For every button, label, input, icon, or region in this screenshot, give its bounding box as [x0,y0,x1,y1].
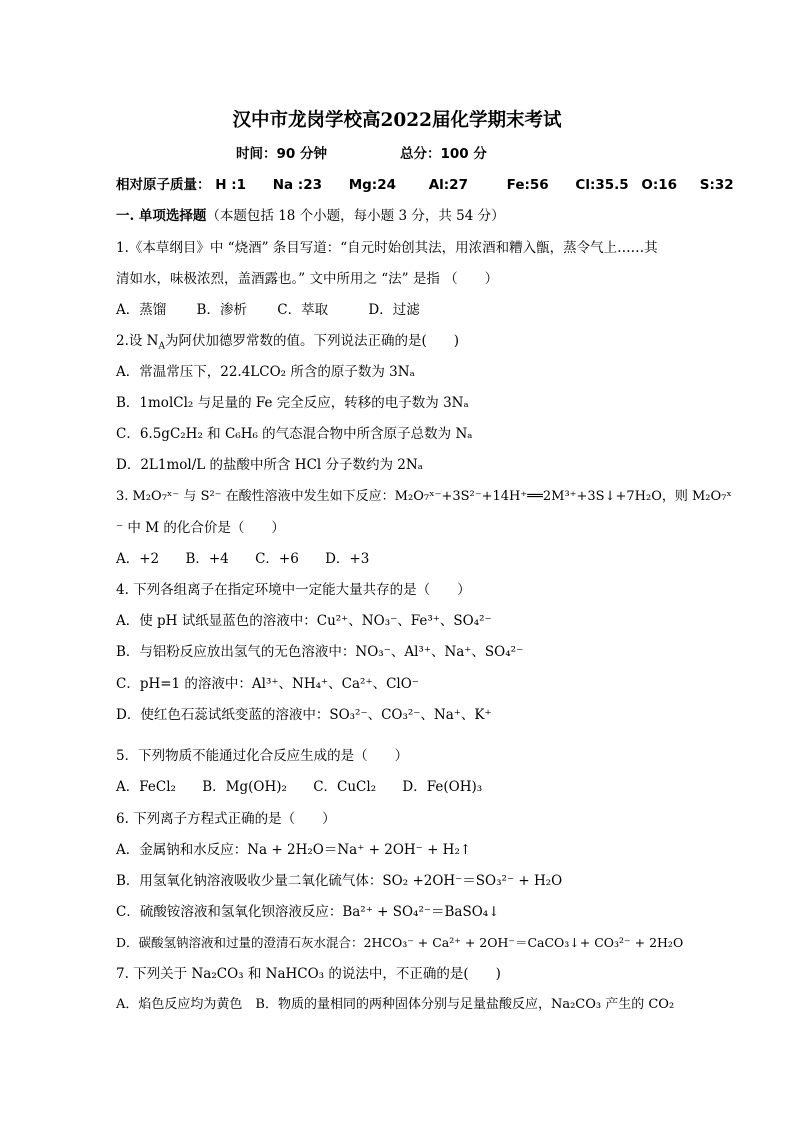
q3-option-a: A．+2 [116,551,160,567]
atomic-mass-row [116,177,734,193]
q5-option-b: B．Mg(OH)₂ [202,779,287,795]
q4-option-b: B．与铝粉反应放出氢气的无色溶液中：NO₃⁻、Al³⁺、Na⁺、SO₄²⁻ [116,644,524,660]
q4-stem: 4. 下列各组离子在指定环境中一定能大量共存的是（ ） [116,582,471,598]
q3-option-c: C．+6 [255,551,299,567]
q2-stem-part2: 为阿伏加德罗常数的值。下列说法正确的是( ) [164,333,460,349]
q1-option-b: B．渗析 [196,302,247,318]
section-note: （本题包括 18 个小题，每小题 3 分，共 54 分） [206,208,505,224]
q6-option-c: C．硫酸铵溶液和氢氧化钡溶液反应：Ba²⁺ + SO₄²⁻＝BaSO₄↓ [116,904,500,920]
q5-option-d: D．Fe(OH)₃ [402,779,483,795]
q3-line2: ⁻ 中 M 的化合价是（ ） [116,520,285,536]
q1-line1: 1.《本草纲目》中 “烧酒” 条目写道：“自元时始创其法，用浓酒和糟入甑，蒸令气上……其 [116,240,658,256]
q6-option-a: A．金属钠和水反应：Na + 2H₂O＝Na⁺ + 2OH⁻ + H₂↑ [116,842,472,858]
q1-options [116,302,420,318]
q6-option-b: B．用氢氧化钠溶液吸收少量二氧化硫气体：SO₂ +2OH⁻＝SO₃²⁻ + H₂O [116,873,563,889]
q7-stem: 7. 下列关于 Na₂CO₃ 和 NaHCO₃ 的说法中，不正确的是( ) [116,966,501,982]
q2-option-d: D．2L1mol/L 的盐酸中所含 HCl 分子数约为 2Nₐ [116,457,423,473]
q6-stem: 6. 下列离子方程式正确的是（ ） [116,811,336,827]
atomic-mass-fe: Fe:56 [506,177,549,193]
q3-option-b: B．+4 [185,551,229,567]
q2-option-c: C．6.5gC₂H₂ 和 C₆H₆ 的气态混合物中所含原子总数为 Nₐ [116,426,473,442]
q3-options [116,551,369,567]
q2-option-a: A．常温常压下，22.4LCO₂ 所含的原子数为 3Nₐ [116,364,415,380]
q6-option-d: D．碳酸氢钠溶液和过量的澄清石灰水混合：2HCO₃⁻ + Ca²⁺ + 2OH⁻＝CaCO₃↓+ CO₃²⁻ + 2H₂O [116,935,684,950]
q1-option-c: C．萃取 [277,302,329,318]
q3-option-d: D．+3 [325,551,370,567]
q5-option-a: A．FeCl₂ [116,779,176,795]
q4-option-a: A．使 pH 试纸显蓝色的溶液中：Cu²⁺、NO₃⁻、Fe³⁺、SO₄²⁻ [116,613,492,629]
q7-options-ab: A．焰色反应均为黄色 B．物质的量相同的两种固体分别与足量盐酸反应，Na₂CO₃ 产生的 CO₂ [116,997,675,1012]
q4-option-d: D．使红色石蕊试纸变蓝的溶液中：SO₃²⁻、CO₃²⁻、Na⁺、K⁺ [116,707,492,723]
q2-stem-subscript: A [158,341,165,352]
q5-options [116,779,482,795]
exam-time: 时间：90 分钟 [236,146,327,162]
q1-line2: 清如水，味极浓烈，盖酒露也。” 文中所用之 “法” 是指 （ ） [116,271,499,287]
atomic-mass-mg: Mg:24 [348,177,396,193]
exam-title: 汉中市龙岗学校高2022届化学期末考试 [232,110,562,131]
atomic-mass-al: Al:27 [428,177,468,193]
q5-option-c: C．CuCl₂ [313,779,377,795]
q1-option-d: D．过滤 [368,302,420,318]
atomic-mass-cl: Cl:35.5 [575,177,629,193]
q2-stem-part1: 2.设 N [116,333,159,349]
atomic-mass-label: 相对原子质量： [116,177,211,193]
exam-total-score: 总分：100 分 [400,146,487,162]
atomic-mass-s: S:32 [699,177,734,193]
q4-option-c: C．pH=1 的溶液中：Al³⁺、NH₄⁺、Ca²⁺、ClO⁻ [116,676,419,692]
section-heading-row [116,208,505,224]
q2-stem [116,333,460,352]
q2-option-b: B．1molCl₂ 与足量的 Fe 完全反应，转移的电子数为 3Nₐ [116,395,469,411]
q5-stem: 5．下列物质不能通过化合反应生成的是（ ） [116,748,409,764]
section-heading: 一. 单项选择题 [116,208,207,224]
atomic-mass-o: O:16 [641,177,678,193]
atomic-mass-na: Na :23 [272,177,322,193]
q1-option-a: A．蒸馏 [116,302,167,318]
atomic-mass-h: H :1 [215,177,246,193]
q3-line1: 3. M₂O₇ˣ⁻ 与 S²⁻ 在酸性溶液中发生如下反应：M₂O₇ˣ⁻+3S²⁻+14H⁺══2M³⁺+3S↓+7H₂O，则 M₂O₇ˣ [116,489,732,504]
